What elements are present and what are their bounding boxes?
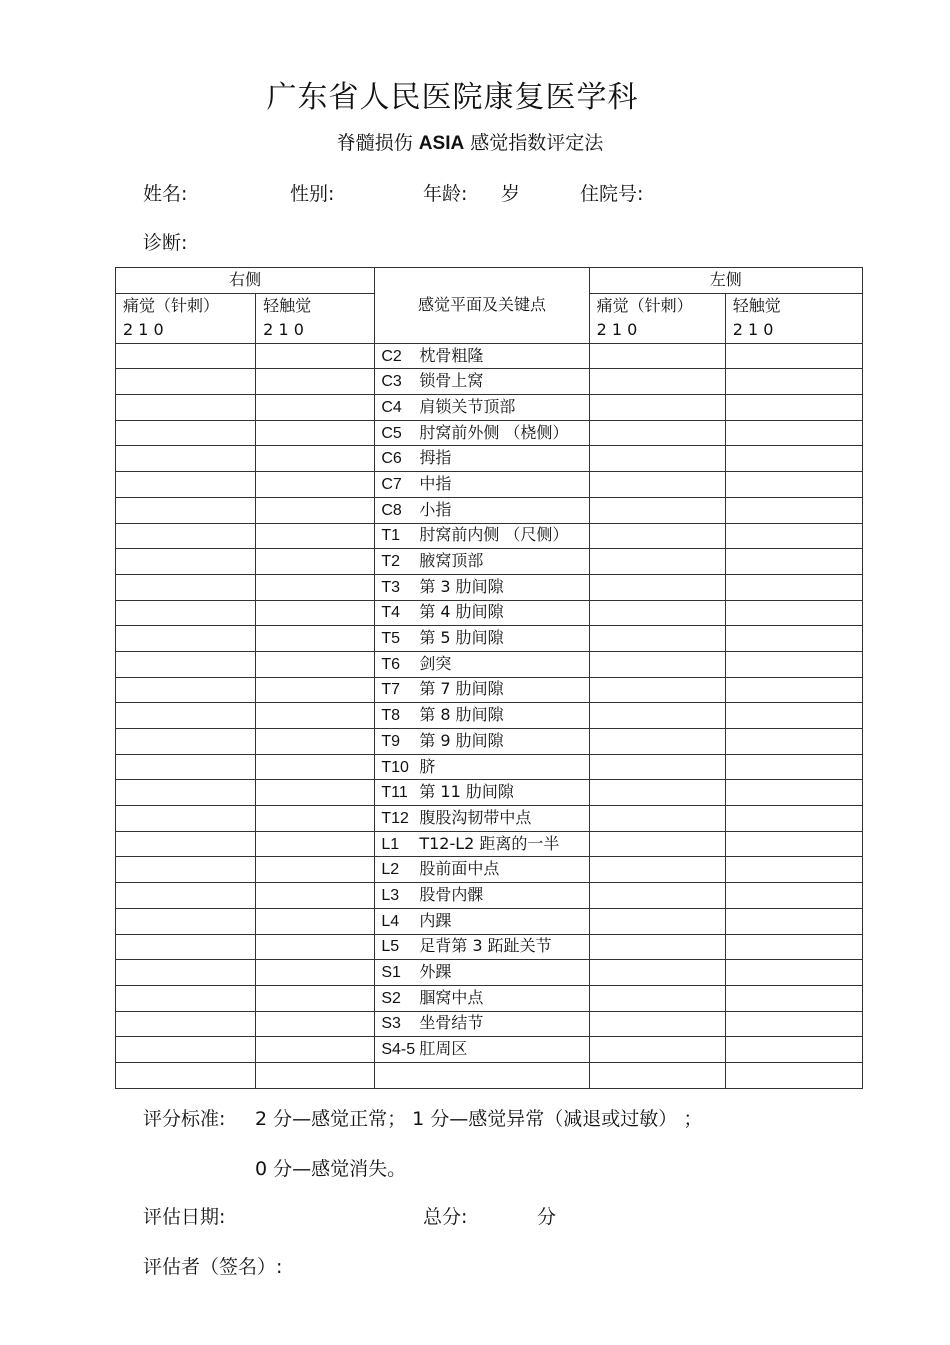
- key-point-name: 第 11 肋间隙: [419, 782, 514, 802]
- level-code: T8: [381, 707, 400, 725]
- left-pain-score-cell[interactable]: [589, 600, 725, 626]
- table-row: [116, 626, 863, 652]
- right-pain-score-cell[interactable]: [116, 934, 256, 960]
- right-touch-score-cell[interactable]: [256, 677, 375, 703]
- right-pain-label: 痛觉（针刺）: [123, 295, 220, 315]
- right-touch-score-cell[interactable]: [256, 626, 375, 652]
- right-pain-score-cell[interactable]: [116, 883, 256, 909]
- key-point-name: 内踝: [419, 910, 452, 930]
- right-touch-label: 轻触觉: [263, 295, 312, 315]
- right-pain-score-cell[interactable]: [116, 626, 256, 652]
- form-title: [0, 128, 940, 155]
- key-point-name: 第 7 肋间隙: [419, 679, 504, 699]
- right-pain-score-cell[interactable]: [116, 420, 256, 446]
- right-touch-scale: 2 1 0: [263, 319, 304, 339]
- key-point-cell: [375, 497, 589, 523]
- table-row: [116, 651, 863, 677]
- table-row: [116, 831, 863, 857]
- left-touch-score-cell[interactable]: [725, 523, 862, 549]
- right-side-header: 右侧: [116, 268, 375, 294]
- right-pain-score-cell[interactable]: [116, 754, 256, 780]
- left-touch-score-cell[interactable]: [725, 703, 862, 729]
- left-pain-score-cell[interactable]: [589, 1037, 725, 1063]
- left-touch-score-cell[interactable]: [725, 1037, 862, 1063]
- right-pain-scale: 2 1 0: [123, 319, 164, 339]
- left-touch-score-cell[interactable]: [725, 754, 862, 780]
- right-pain-score-cell[interactable]: [116, 729, 256, 755]
- level-code: L4: [381, 912, 400, 930]
- table-row: [116, 1011, 863, 1037]
- key-point-name: 中指: [419, 473, 452, 493]
- left-pain-score-cell[interactable]: [589, 831, 725, 857]
- right-touch-score-cell[interactable]: [256, 472, 375, 498]
- key-point-name: 第 9 肋间隙: [419, 730, 504, 750]
- left-pain-score-cell[interactable]: [589, 1011, 725, 1037]
- key-point-name: 股骨内髁: [419, 884, 484, 904]
- key-point-name: 第 8 肋间隙: [419, 705, 504, 725]
- key-point-name: T12-L2 距离的一半: [419, 833, 560, 853]
- table-row: [116, 883, 863, 909]
- left-touch-score-cell[interactable]: [725, 600, 862, 626]
- left-pain-score-cell[interactable]: [589, 985, 725, 1011]
- key-point-cell: [375, 651, 589, 677]
- form-title-suffix: 感觉指数评定法: [470, 132, 604, 154]
- left-touch-score-cell[interactable]: [725, 651, 862, 677]
- left-touch-score-cell[interactable]: [725, 729, 862, 755]
- table-row: [116, 934, 863, 960]
- left-touch-score-cell[interactable]: [725, 446, 862, 472]
- right-pain-score-cell[interactable]: [116, 549, 256, 575]
- key-point-name: 第 5 肋间隙: [419, 628, 504, 648]
- right-pain-score-cell[interactable]: [116, 369, 256, 395]
- level-code: T9: [381, 732, 400, 750]
- key-point-name: 腋窝顶部: [419, 551, 484, 571]
- left-pain-score-cell[interactable]: [589, 549, 725, 575]
- key-point-cell: [375, 677, 589, 703]
- right-pain-score-cell[interactable]: [116, 343, 256, 369]
- right-touch-score-cell[interactable]: [256, 780, 375, 806]
- left-pain-score-cell[interactable]: [589, 369, 725, 395]
- left-pain-score-cell[interactable]: [589, 883, 725, 909]
- key-point-cell: [375, 754, 589, 780]
- table-row: [116, 857, 863, 883]
- left-pain-score-cell[interactable]: [589, 780, 725, 806]
- left-touch-score-cell[interactable]: [725, 934, 862, 960]
- level-code: T11: [381, 784, 408, 802]
- table-row: [116, 729, 863, 755]
- criteria-line-1: 2 分—感觉正常； 1 分—感觉异常（减退或过敏） ；: [255, 1108, 703, 1130]
- right-pain-score-cell[interactable]: [116, 703, 256, 729]
- key-point-cell: [375, 523, 589, 549]
- right-touch-score-cell[interactable]: [256, 1011, 375, 1037]
- left-touch-score-cell[interactable]: [725, 497, 862, 523]
- key-point-name: 肘窝前外侧 （桡侧）: [419, 422, 569, 442]
- right-pain-score-cell[interactable]: [116, 497, 256, 523]
- criteria-line-2: 0 分—感觉消失。: [255, 1158, 407, 1180]
- left-touch-score-cell[interactable]: [725, 806, 862, 832]
- left-touch-score-cell[interactable]: [725, 831, 862, 857]
- right-pain-score-cell[interactable]: [116, 908, 256, 934]
- age-label: 年龄:: [423, 183, 468, 205]
- right-touch-score-cell[interactable]: [256, 600, 375, 626]
- right-touch-header: [256, 293, 375, 343]
- level-code: L2: [381, 861, 400, 879]
- left-pain-score-cell[interactable]: [589, 857, 725, 883]
- left-touch-score-cell[interactable]: [725, 420, 862, 446]
- level-code: T5: [381, 630, 400, 648]
- table-row: [116, 677, 863, 703]
- diagnosis-label: 诊断:: [143, 232, 188, 254]
- right-pain-score-cell[interactable]: [116, 857, 256, 883]
- key-point-cell: [375, 395, 589, 421]
- left-pain-score-cell[interactable]: [589, 934, 725, 960]
- left-touch-score-cell[interactable]: [725, 574, 862, 600]
- right-touch-score-cell[interactable]: [256, 985, 375, 1011]
- left-pain-score-cell[interactable]: [589, 343, 725, 369]
- left-pain-scale: 2 1 0: [596, 319, 638, 339]
- level-code: T6: [381, 655, 400, 673]
- table-row: [116, 446, 863, 472]
- level-code: C7: [381, 475, 402, 493]
- table-row: [116, 806, 863, 832]
- key-point-cell: [375, 343, 589, 369]
- right-touch-score-cell[interactable]: [256, 523, 375, 549]
- right-touch-score-cell[interactable]: [256, 703, 375, 729]
- right-pain-score-cell[interactable]: [116, 1011, 256, 1037]
- key-point-cell: [375, 934, 589, 960]
- blank-cell[interactable]: [725, 1062, 862, 1088]
- key-point-cell: [375, 780, 589, 806]
- table-row: [116, 549, 863, 575]
- table-row: [116, 960, 863, 986]
- left-pain-score-cell[interactable]: [589, 420, 725, 446]
- blank-cell[interactable]: [256, 1062, 375, 1088]
- key-point-cell: [375, 626, 589, 652]
- assessor-signature-label: 评估者（签名）:: [143, 1256, 283, 1278]
- level-code: T4: [381, 604, 400, 622]
- right-pain-header: [116, 293, 256, 343]
- total-score-unit: 分: [537, 1206, 557, 1228]
- key-point-cell: [375, 703, 589, 729]
- left-pain-score-cell[interactable]: [589, 908, 725, 934]
- table-row: [116, 780, 863, 806]
- asia-sensory-table: [115, 267, 863, 1089]
- key-point-cell: [375, 857, 589, 883]
- left-touch-score-cell[interactable]: [725, 857, 862, 883]
- level-code: L1: [381, 835, 400, 853]
- left-pain-header: [589, 293, 725, 343]
- key-point-name: 拇指: [419, 448, 452, 468]
- key-point-cell: [375, 729, 589, 755]
- left-pain-score-cell[interactable]: [589, 703, 725, 729]
- left-pain-score-cell[interactable]: [589, 446, 725, 472]
- left-touch-score-cell[interactable]: [725, 985, 862, 1011]
- right-pain-score-cell[interactable]: [116, 574, 256, 600]
- key-point-name: 腘窝中点: [419, 987, 484, 1007]
- left-pain-score-cell[interactable]: [589, 651, 725, 677]
- key-point-name: 第 3 肋间隙: [419, 576, 504, 596]
- table-row: [116, 985, 863, 1011]
- key-point-cell: [375, 600, 589, 626]
- left-pain-score-cell[interactable]: [589, 729, 725, 755]
- left-touch-score-cell[interactable]: [725, 960, 862, 986]
- key-point-name: 肛周区: [419, 1039, 468, 1059]
- key-point-name: 脐: [419, 756, 436, 776]
- table-row: [116, 497, 863, 523]
- key-point-cell: [375, 420, 589, 446]
- key-point-name: 小指: [419, 499, 452, 519]
- right-touch-score-cell[interactable]: [256, 369, 375, 395]
- criteria-label: 评分标准:: [143, 1108, 226, 1130]
- right-touch-score-cell[interactable]: [256, 574, 375, 600]
- left-side-header: 左侧: [589, 268, 862, 294]
- center-header: 感觉平面及关键点: [375, 268, 589, 344]
- left-pain-label: 痛觉（针刺）: [596, 295, 693, 315]
- right-touch-score-cell[interactable]: [256, 857, 375, 883]
- left-touch-score-cell[interactable]: [725, 395, 862, 421]
- key-point-name: 外踝: [419, 962, 452, 982]
- right-touch-score-cell[interactable]: [256, 395, 375, 421]
- right-touch-score-cell[interactable]: [256, 883, 375, 909]
- right-pain-score-cell[interactable]: [116, 523, 256, 549]
- right-touch-score-cell[interactable]: [256, 729, 375, 755]
- key-point-cell: [375, 369, 589, 395]
- level-code: C2: [381, 347, 402, 365]
- left-pain-score-cell[interactable]: [589, 754, 725, 780]
- key-point-name: 肘窝前内侧 （尺侧）: [419, 525, 569, 545]
- key-point-name: 枕骨粗隆: [419, 345, 484, 365]
- left-touch-header: [725, 293, 862, 343]
- left-touch-score-cell[interactable]: [725, 677, 862, 703]
- right-pain-score-cell[interactable]: [116, 395, 256, 421]
- right-pain-score-cell[interactable]: [116, 472, 256, 498]
- table-row: [116, 369, 863, 395]
- total-score-label: 总分:: [423, 1206, 468, 1228]
- table-row: [116, 908, 863, 934]
- table-row-blank: [116, 1062, 863, 1088]
- left-pain-score-cell[interactable]: [589, 472, 725, 498]
- right-touch-score-cell[interactable]: [256, 908, 375, 934]
- key-point-cell: [375, 831, 589, 857]
- right-touch-score-cell[interactable]: [256, 549, 375, 575]
- key-point-cell: [375, 806, 589, 832]
- left-touch-label: 轻触觉: [732, 295, 781, 315]
- level-code: S4-5: [381, 1041, 416, 1059]
- level-code: T2: [381, 553, 400, 571]
- blank-cell[interactable]: [375, 1062, 589, 1088]
- hospital-title: 广东省人民医院康复医学科: [266, 80, 639, 115]
- form-title-asia: ASIA: [418, 133, 465, 154]
- level-code: S1: [381, 964, 401, 982]
- right-pain-score-cell[interactable]: [116, 677, 256, 703]
- key-point-cell: [375, 549, 589, 575]
- level-code: T12: [381, 809, 409, 827]
- table-row: [116, 1037, 863, 1063]
- name-label: 姓名:: [143, 183, 188, 205]
- table-row: [116, 523, 863, 549]
- key-point-cell: [375, 883, 589, 909]
- right-touch-score-cell[interactable]: [256, 960, 375, 986]
- right-pain-score-cell[interactable]: [116, 780, 256, 806]
- right-touch-score-cell[interactable]: [256, 754, 375, 780]
- left-pain-score-cell[interactable]: [589, 395, 725, 421]
- table-row: [116, 754, 863, 780]
- level-code: L3: [381, 886, 400, 904]
- key-point-cell: [375, 960, 589, 986]
- left-pain-score-cell[interactable]: [589, 574, 725, 600]
- right-touch-score-cell[interactable]: [256, 343, 375, 369]
- key-point-name: 剑突: [419, 653, 452, 673]
- key-point-name: 肩锁关节顶部: [419, 396, 516, 416]
- form-title-prefix: 脊髓损伤: [336, 132, 413, 154]
- left-touch-score-cell[interactable]: [725, 908, 862, 934]
- right-pain-score-cell[interactable]: [116, 831, 256, 857]
- left-touch-score-cell[interactable]: [725, 369, 862, 395]
- key-point-cell: [375, 1011, 589, 1037]
- key-point-name: 腹股沟韧带中点: [419, 807, 532, 827]
- level-code: C5: [381, 424, 402, 442]
- right-touch-score-cell[interactable]: [256, 420, 375, 446]
- key-point-name: 足背第 3 跖趾关节: [419, 936, 552, 956]
- key-point-name: 股前面中点: [419, 859, 500, 879]
- level-code: T1: [381, 527, 400, 545]
- blank-cell[interactable]: [116, 1062, 256, 1088]
- left-touch-score-cell[interactable]: [725, 343, 862, 369]
- level-code: C8: [381, 501, 402, 519]
- level-code: T7: [381, 681, 400, 699]
- left-pain-score-cell[interactable]: [589, 960, 725, 986]
- table-row: [116, 420, 863, 446]
- table-row: [116, 395, 863, 421]
- key-point-cell: [375, 908, 589, 934]
- right-touch-score-cell[interactable]: [256, 831, 375, 857]
- key-point-name: 第 4 肋间隙: [419, 602, 504, 622]
- key-point-cell: [375, 472, 589, 498]
- level-code: L5: [381, 938, 400, 956]
- right-touch-score-cell[interactable]: [256, 1037, 375, 1063]
- left-pain-score-cell[interactable]: [589, 626, 725, 652]
- left-pain-score-cell[interactable]: [589, 677, 725, 703]
- inpatient-no-label: 住院号:: [580, 183, 644, 205]
- right-touch-score-cell[interactable]: [256, 446, 375, 472]
- blank-cell[interactable]: [589, 1062, 725, 1088]
- key-point-cell: [375, 985, 589, 1011]
- right-pain-score-cell[interactable]: [116, 985, 256, 1011]
- right-pain-score-cell[interactable]: [116, 1037, 256, 1063]
- left-pain-score-cell[interactable]: [589, 806, 725, 832]
- key-point-cell: [375, 446, 589, 472]
- left-touch-score-cell[interactable]: [725, 626, 862, 652]
- age-unit: 岁: [501, 183, 521, 205]
- left-touch-score-cell[interactable]: [725, 1011, 862, 1037]
- gender-label: 性别:: [290, 183, 335, 205]
- right-pain-score-cell[interactable]: [116, 651, 256, 677]
- key-point-name: 锁骨上窝: [419, 371, 484, 391]
- assessment-date-label: 评估日期:: [143, 1206, 226, 1228]
- table-row: [116, 472, 863, 498]
- left-touch-score-cell[interactable]: [725, 780, 862, 806]
- right-pain-score-cell[interactable]: [116, 806, 256, 832]
- key-point-cell: [375, 1037, 589, 1063]
- left-pain-score-cell[interactable]: [589, 497, 725, 523]
- left-touch-score-cell[interactable]: [725, 472, 862, 498]
- level-code: C4: [381, 398, 402, 416]
- left-pain-score-cell[interactable]: [589, 523, 725, 549]
- level-code: S2: [381, 989, 401, 1007]
- left-touch-score-cell[interactable]: [725, 883, 862, 909]
- table-row: [116, 703, 863, 729]
- right-touch-score-cell[interactable]: [256, 651, 375, 677]
- level-code: C3: [381, 373, 402, 391]
- right-pain-score-cell[interactable]: [116, 600, 256, 626]
- key-point-cell: [375, 574, 589, 600]
- level-code: C6: [381, 450, 402, 468]
- left-touch-score-cell[interactable]: [725, 549, 862, 575]
- level-code: T3: [381, 578, 400, 596]
- right-touch-score-cell[interactable]: [256, 934, 375, 960]
- right-touch-score-cell[interactable]: [256, 497, 375, 523]
- key-point-name: 坐骨结节: [419, 1013, 484, 1033]
- level-code: S3: [381, 1015, 401, 1033]
- left-touch-scale: 2 1 0: [732, 319, 774, 339]
- table-row: [116, 574, 863, 600]
- table-row: [116, 343, 863, 369]
- right-pain-score-cell[interactable]: [116, 446, 256, 472]
- table-row: [116, 600, 863, 626]
- level-code: T10: [381, 758, 409, 776]
- right-touch-score-cell[interactable]: [256, 806, 375, 832]
- right-pain-score-cell[interactable]: [116, 960, 256, 986]
